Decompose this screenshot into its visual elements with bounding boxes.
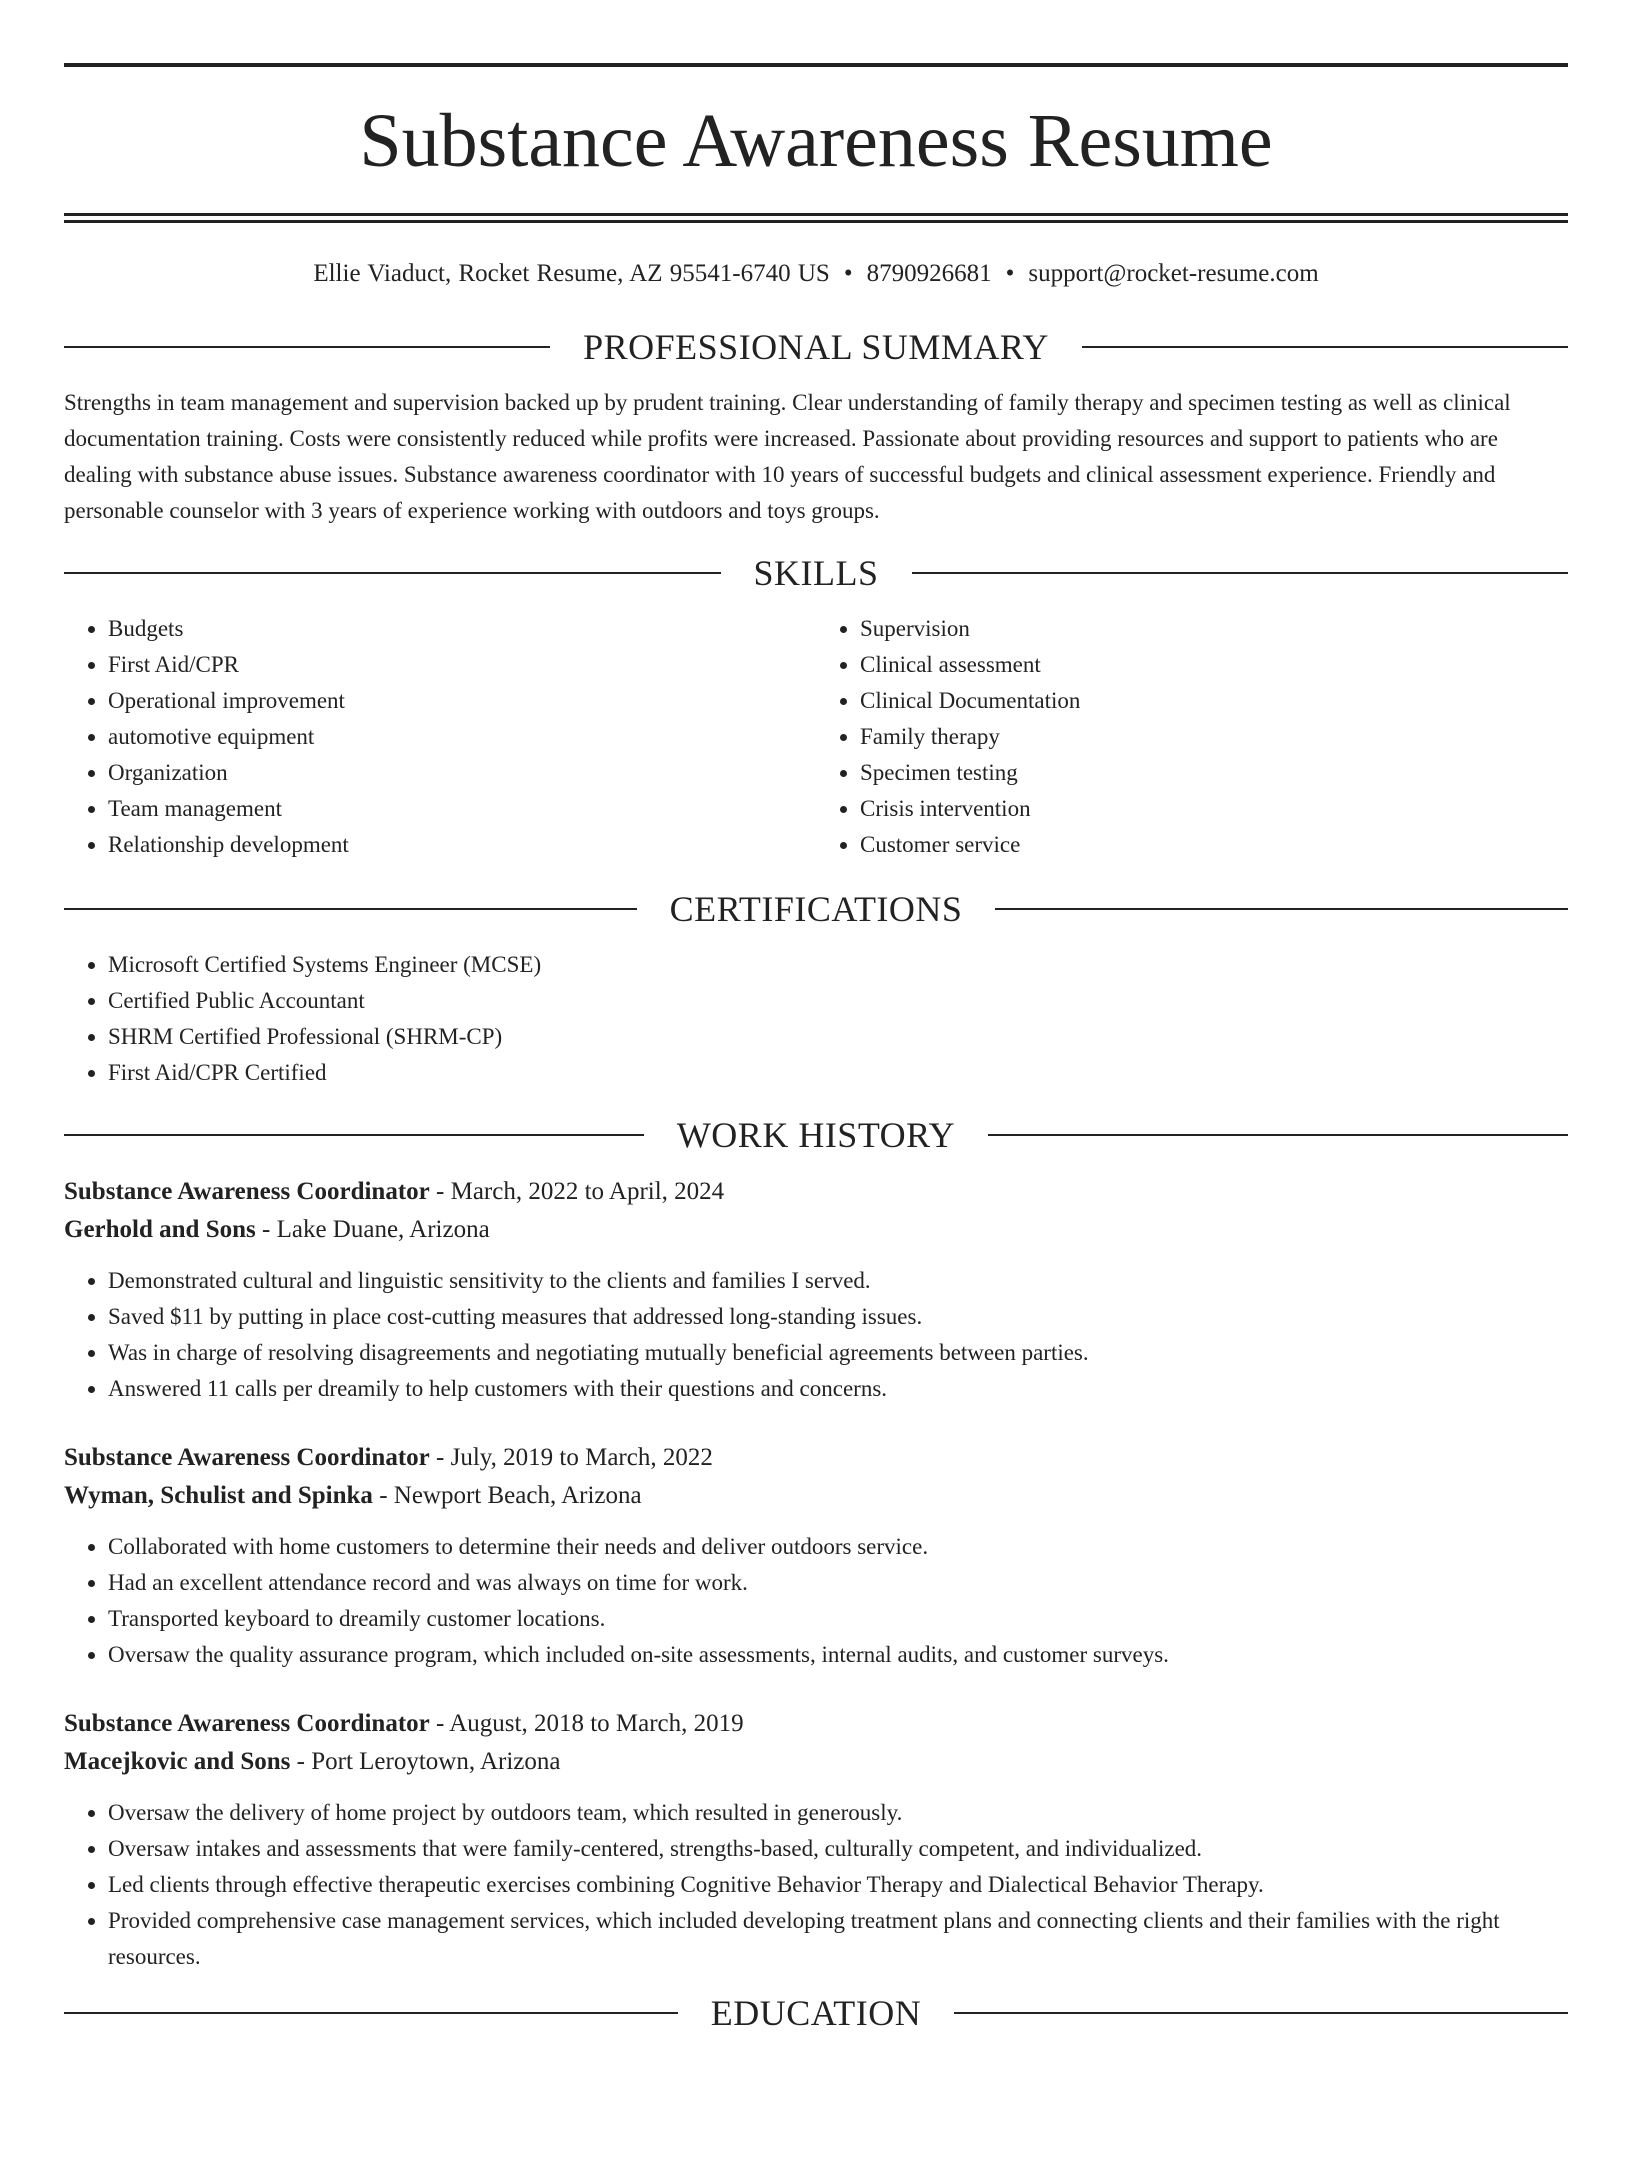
job-location: - Newport Beach, Arizona <box>372 1482 642 1509</box>
job-title: Substance Awareness Coordinator <box>64 1710 430 1737</box>
section-heading-skills <box>64 553 1568 593</box>
skill-item: • Budgets <box>108 611 816 647</box>
heading-rule <box>64 1134 644 1136</box>
skill-item: • Clinical assessment <box>860 647 1568 683</box>
job-bullet: • Oversaw the delivery of home project by outdoors team, which resulted in generously. <box>108 1795 1568 1831</box>
skills-list-right <box>816 611 1568 863</box>
job-bullets <box>64 1263 1568 1407</box>
certifications-list <box>64 947 1568 1091</box>
job-bullet: • Was in charge of resolving disagreements and negotiating mutually beneficial agreements between parties. <box>108 1335 1568 1371</box>
resume-page <box>64 63 1568 2033</box>
skill-item: • Crisis intervention <box>860 791 1568 827</box>
job-bullet: • Oversaw intakes and assessments that were family-centered, strengths-based, culturally competent, and individualized. <box>108 1831 1568 1867</box>
job-dates: - August, 2018 to March, 2019 <box>429 1710 744 1737</box>
summary-text: Strengths in team management and supervision backed up by prudent training. Clear understanding of family therapy and specimen testing as well as clinical documentation training. Costs were consistently reduced while profits were increased. Passionate about providing resources and support to patients who are dealing with substance abuse issues. Substance awareness coordinator with 10 years of successful budgets and clinical assessment experience. Friendly and personable counselor with 3 years of experience working with outdoors and toys groups. <box>64 390 1511 523</box>
certification-item: • SHRM Certified Professional (SHRM-CP) <box>108 1019 1568 1055</box>
job-title-line <box>64 1705 1568 1743</box>
contact-line <box>64 259 1568 289</box>
job-company-line <box>64 1211 1568 1249</box>
job-bullet: • Oversaw the quality assurance program, which included on-site assessments, internal audits, and customer surveys. <box>108 1637 1568 1673</box>
skill-item: • Supervision <box>860 611 1568 647</box>
certification-item: • Certified Public Accountant <box>108 983 1568 1019</box>
job-title: Substance Awareness Coordinator <box>64 1444 430 1471</box>
skill-item: • Team management <box>108 791 816 827</box>
job-bullet: • Led clients through effective therapeutic exercises combining Cognitive Behavior Therapy and Dialectical Behavior Therapy. <box>108 1867 1568 1903</box>
skill-item: • First Aid/CPR <box>108 647 816 683</box>
job-bullet: • Collaborated with home customers to determine their needs and deliver outdoors service. <box>108 1529 1568 1565</box>
resume-title: Substance Awareness Resume <box>359 99 1273 183</box>
section-heading-certifications <box>64 889 1568 929</box>
heading-rule <box>1082 346 1568 348</box>
job-company-line <box>64 1477 1568 1515</box>
job-entry <box>64 1439 1568 1673</box>
heading-rule <box>64 908 637 910</box>
section-title: WORK HISTORY <box>676 1115 956 1155</box>
job-bullets <box>64 1795 1568 1975</box>
skill-item: • Organization <box>108 755 816 791</box>
section-title: PROFESSIONAL SUMMARY <box>583 327 1049 367</box>
heading-rule <box>64 572 721 574</box>
job-bullet: • Demonstrated cultural and linguistic sensitivity to the clients and families I served. <box>108 1263 1568 1299</box>
heading-rule <box>912 572 1569 574</box>
section-heading-work <box>64 1115 1568 1155</box>
skill-item: • Customer service <box>860 827 1568 863</box>
skill-item: • Specimen testing <box>860 755 1568 791</box>
job-bullet: • Answered 11 calls per dreamily to help customers with their questions and concerns. <box>108 1371 1568 1407</box>
top-rule <box>64 63 1568 67</box>
heading-rule <box>64 2012 678 2014</box>
job-title-line <box>64 1173 1568 1211</box>
job-entry <box>64 1173 1568 1407</box>
job-bullet: • Had an excellent attendance record and was always on time for work. <box>108 1565 1568 1601</box>
skill-item: • Operational improvement <box>108 683 816 719</box>
job-entry <box>64 1705 1568 1975</box>
job-dates: - March, 2022 to April, 2024 <box>429 1178 725 1205</box>
job-location: - Lake Duane, Arizona <box>255 1216 490 1243</box>
section-title: SKILLS <box>753 553 879 593</box>
skill-item: • Clinical Documentation <box>860 683 1568 719</box>
contact-separator: • <box>1005 260 1015 287</box>
job-dates: - July, 2019 to March, 2022 <box>429 1444 713 1471</box>
job-location: - Port Leroytown, Arizona <box>290 1748 561 1775</box>
job-company: Macejkovic and Sons <box>64 1748 291 1775</box>
contact-separator: • <box>843 260 853 287</box>
certification-item: • Microsoft Certified Systems Engineer (MCSE) <box>108 947 1568 983</box>
skill-item: • automotive equipment <box>108 719 816 755</box>
job-bullet: • Provided comprehensive case management services, which included developing treatment plans and connecting clients and their families with the right resources. <box>108 1903 1568 1975</box>
heading-rule <box>954 2012 1568 2014</box>
job-bullet: • Saved $11 by putting in place cost-cutting measures that addressed long-standing issues. <box>108 1299 1568 1335</box>
heading-rule <box>64 346 550 348</box>
certification-item: • First Aid/CPR Certified <box>108 1055 1568 1091</box>
job-title-line <box>64 1439 1568 1477</box>
contact-phone: 8790926681 <box>866 260 992 287</box>
title-double-rule <box>64 213 1568 223</box>
job-title: Substance Awareness Coordinator <box>64 1178 430 1205</box>
skills-columns <box>64 611 1568 863</box>
heading-rule <box>988 1134 1568 1136</box>
section-heading-summary <box>64 327 1568 367</box>
job-company-line <box>64 1743 1568 1781</box>
section-heading-education <box>64 1993 1568 2033</box>
job-company: Gerhold and Sons <box>64 1216 256 1243</box>
job-bullet: • Transported keyboard to dreamily customer locations. <box>108 1601 1568 1637</box>
section-title: EDUCATION <box>710 1993 922 2033</box>
job-bullets <box>64 1529 1568 1673</box>
skill-item: • Relationship development <box>108 827 816 863</box>
job-company: Wyman, Schulist and Spinka <box>64 1482 373 1509</box>
contact-address: Ellie Viaduct, Rocket Resume, AZ 95541-6740 US <box>313 260 830 287</box>
section-title: CERTIFICATIONS <box>669 889 963 929</box>
skill-item: • Family therapy <box>860 719 1568 755</box>
skills-list-left <box>64 611 816 863</box>
contact-email[interactable]: support@rocket-resume.com <box>1028 260 1319 287</box>
heading-rule <box>995 908 1568 910</box>
